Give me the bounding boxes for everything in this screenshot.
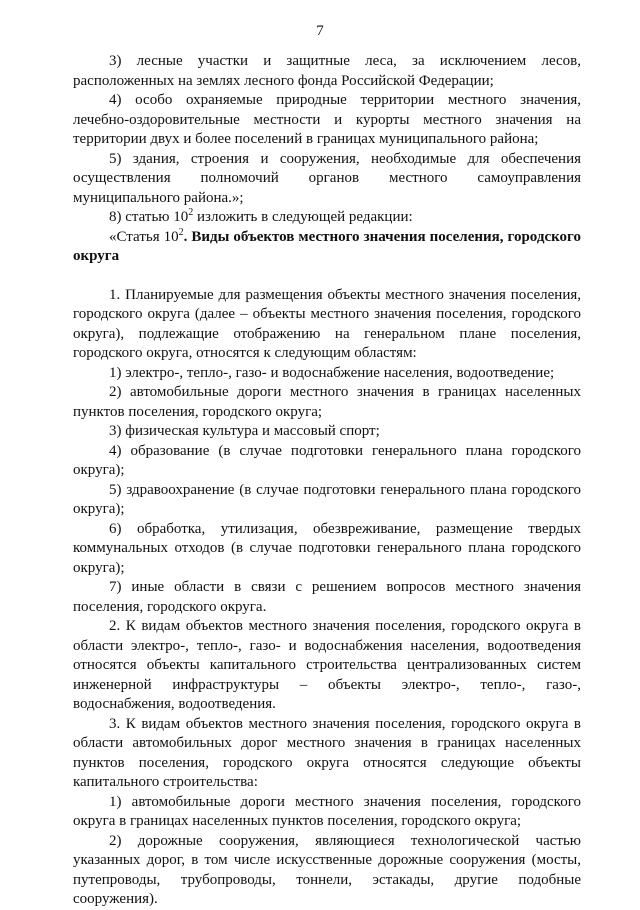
list-item-3: 3) физическая культура и массовый спорт;: [109, 423, 380, 439]
page-number: 7: [316, 23, 324, 39]
list-item-1: 1) электро-, тепло-, газо- и водоснабжение населения, водоотведение;: [109, 364, 555, 381]
list-item-4: 4) образование (в случае подготовки генерального плана городского округа);: [73, 442, 581, 478]
article-heading: [73, 228, 581, 267]
article-heading-superscript: 2: [178, 226, 184, 238]
blank-line: [73, 267, 581, 286]
article-superscript: 2: [188, 207, 194, 218]
paragraph-item-3: 3) лесные участки и защитные леса, за исключением лесов, расположенных на землях лесного фонда Российской Федерации;: [73, 53, 581, 89]
list-item-3-2: 2) дорожные сооружения, являющиеся технологической частью указанных дорог, в том числе искусственные дорожные сооружения (мосты, путепроводы, трубопроводы, тоннели, эстакады, другие подобные сооружения).: [73, 832, 581, 907]
paragraph-section-1: 1. Планируемые для размещения объекты местного значения поселения, городского округа (далее – объекты местного значения поселения, городского округа), подлежащие отображению на генеральном плане поселения, городского округа, относятся к следующим областям:: [73, 286, 581, 361]
list-item-5: 5) здравоохранение (в случае подготовки генерального плана городского округа);: [73, 481, 581, 517]
paragraph-section-3: 3. К видам объектов местного значения поселения, городского округа в области автомобильных дорог местного значения в границах населенных пунктов поселения, городского округа относятся следующие объекты капитального строительства:: [73, 715, 581, 790]
amendment-text-start: 8) статью 10: [109, 209, 189, 225]
paragraph-amendment-8: [73, 208, 581, 228]
amendment-text-end: изложить в следующей редакции:: [193, 209, 413, 225]
paragraph-item-5: 5) здания, строения и сооружения, необходимые для обеспечения осуществления полномочий органов местного самоуправления муниципального района.»;: [73, 150, 581, 206]
document-body: [73, 52, 581, 910]
paragraph-section-2: 2. К видам объектов местного значения поселения, городского округа в области электро-, тепло-, газо- и водоснабжения населения, водоотведения относятся объекты капитального строительства централизованных систем инженерной инфраструктуры – объекты электро-, тепло-, газо-, водоснабжения, водоотведения.: [73, 618, 581, 712]
list-item-7: 7) иные области в связи с решением вопросов местного значения поселения, городского округа.: [73, 579, 581, 615]
paragraph-item-4: 4) особо охраняемые природные территории местного значения, лечебно-оздоровительные местности и курорты местного значения на территории двух и более поселений в границах муниципального района;: [73, 92, 581, 147]
list-item-3-1: 1) автомобильные дороги местного значения поселения, городского округа в границах населенных пунктов поселения, городского округа;: [73, 793, 581, 829]
list-item-2: 2) автомобильные дороги местного значения в границах населенных пунктов поселения, городского округа;: [73, 384, 581, 420]
list-item-6: 6) обработка, утилизация, обезвреживание, размещение твердых коммунальных отходов (в случае подготовки генерального плана городского округа);: [73, 520, 581, 576]
article-heading-prefix: «Статья 10: [109, 228, 179, 245]
article-heading-title: . Виды объектов местного значения поселения, городского округа: [73, 228, 581, 264]
